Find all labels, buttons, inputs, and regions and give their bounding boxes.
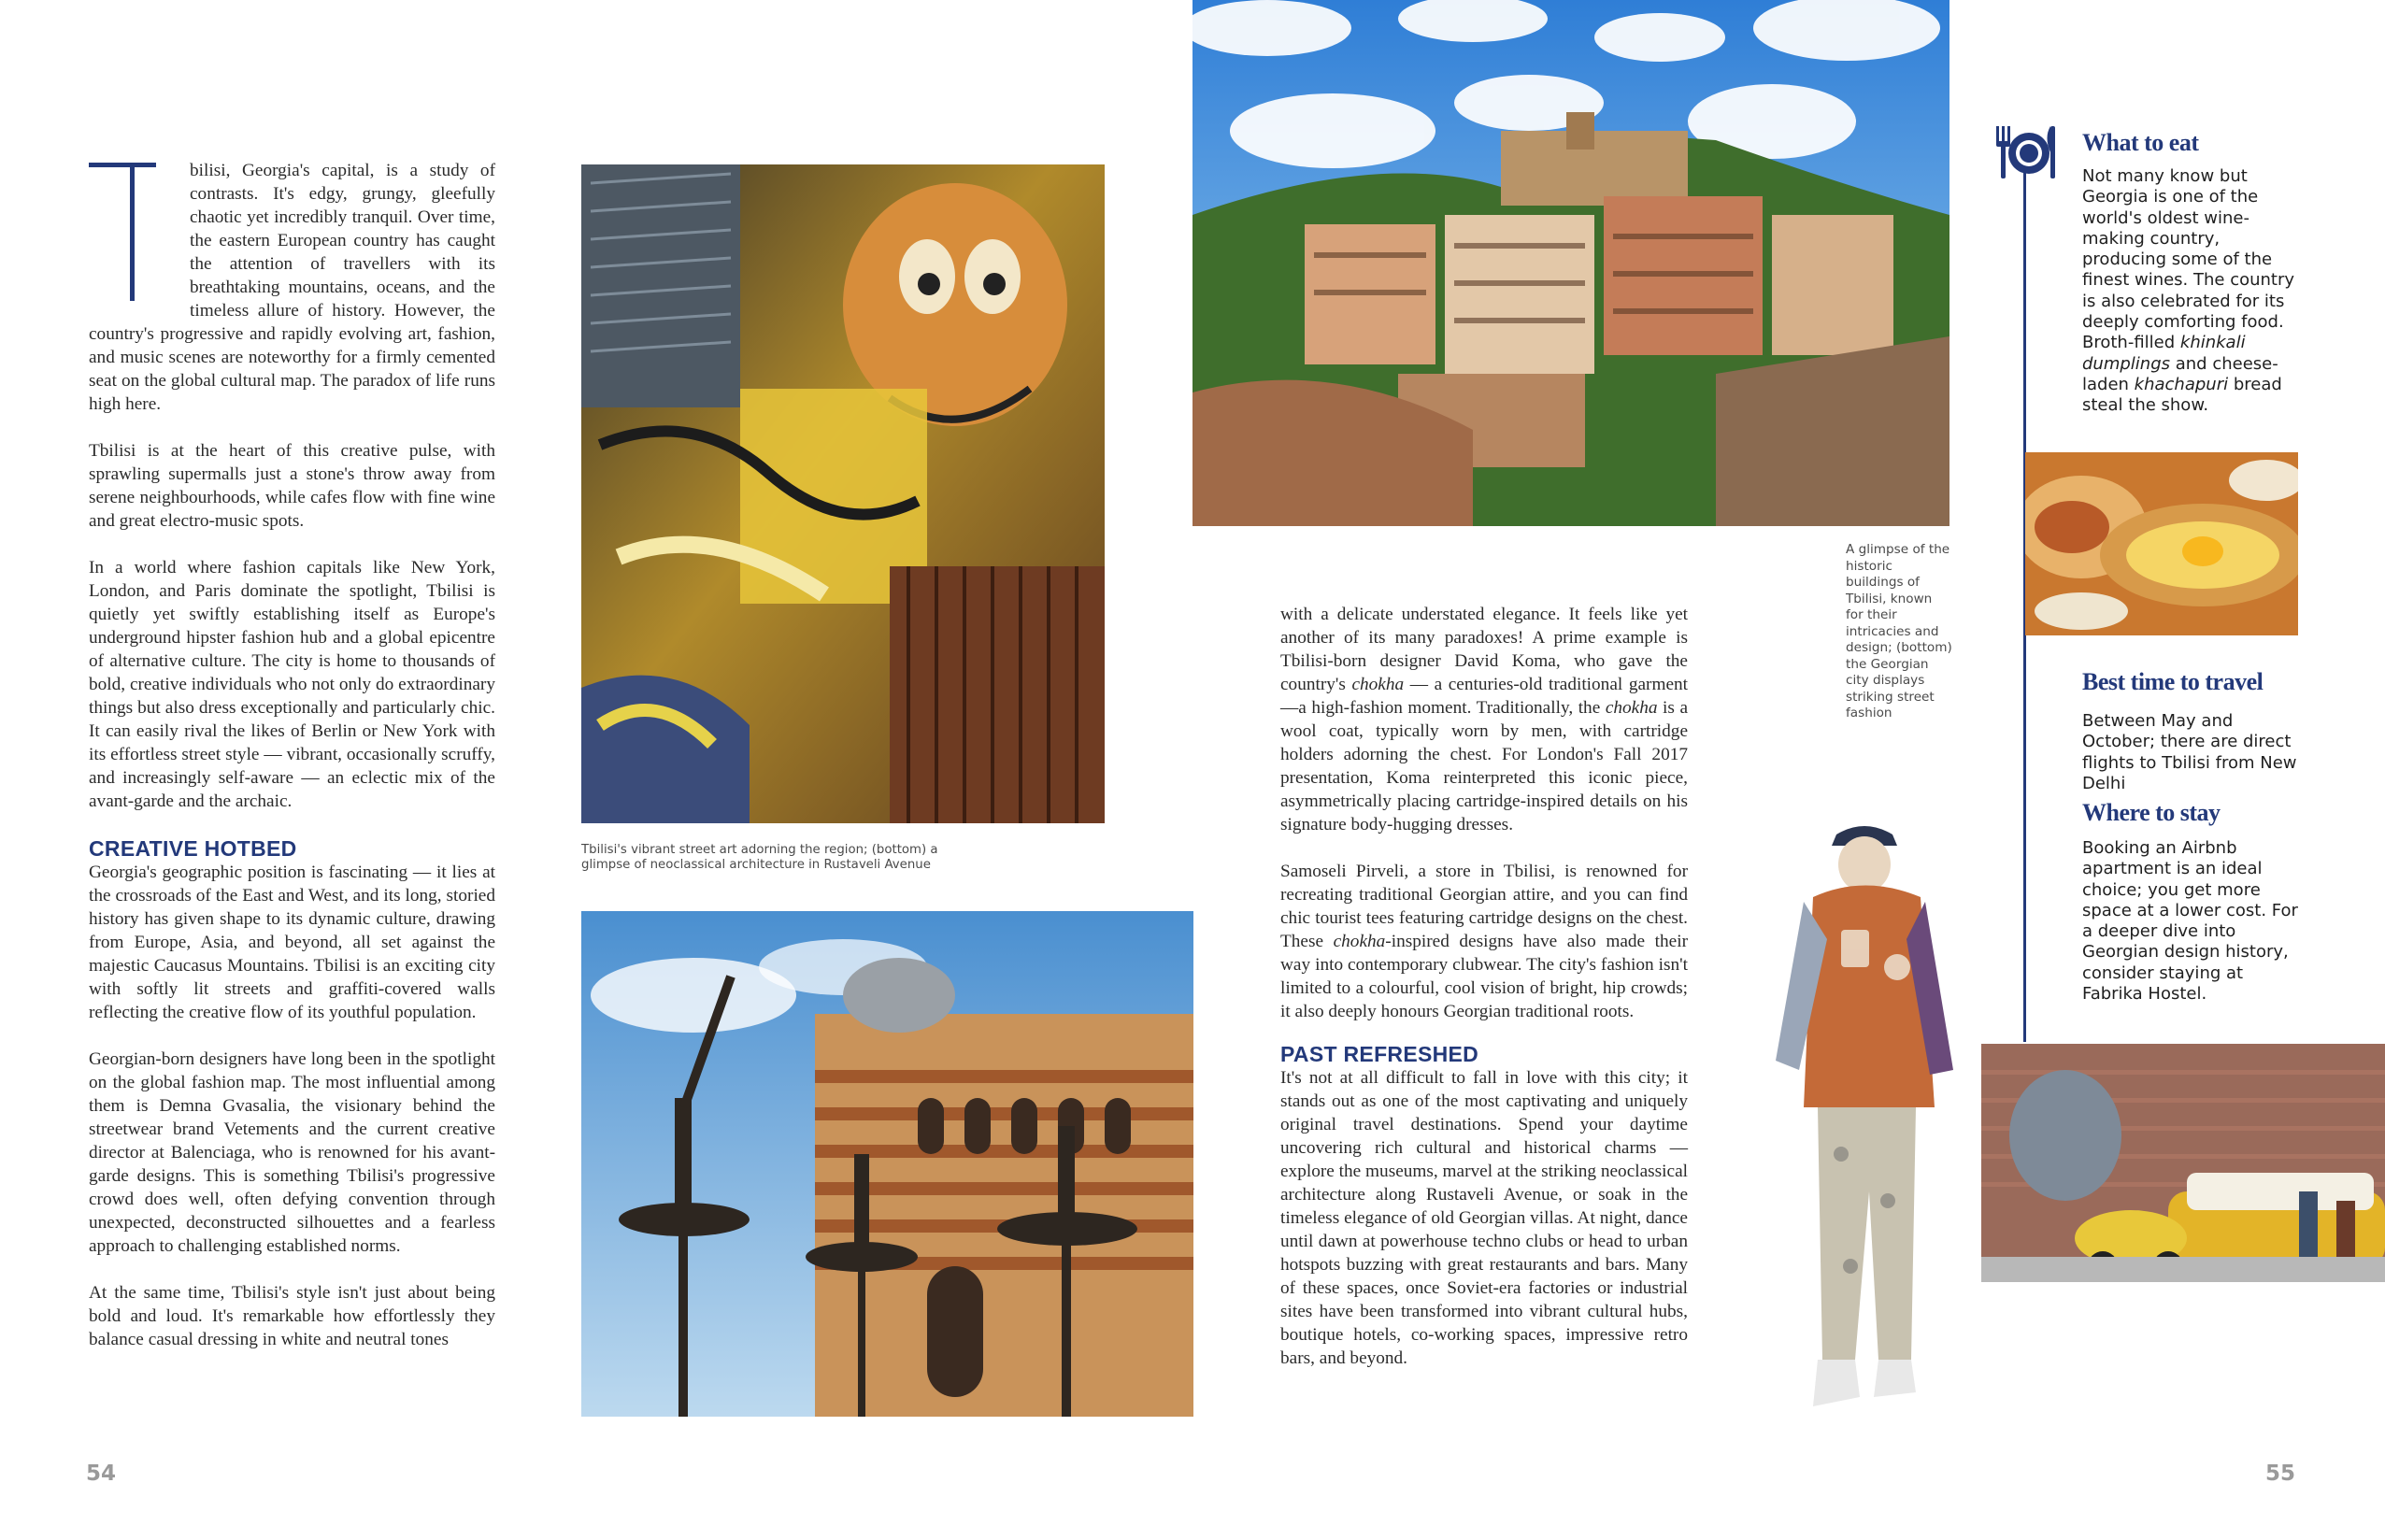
intro-text: bilisi, Georgia's capital, is a study of contrasts. It's edgy, grungy, gleefully chaotic yet incredibly tranquil. Over time, the eastern European country has caught the attention of travellers with its breathtaking mountains, oceans, and the timeless allure of history. However, the country's progressive and rapidly evolving art, fashion, and music scenes are noteworthy for a firmly cemented seat on the global cultural map. The paradox of life runs high here. <box>89 161 495 414</box>
ballet-statues-photo <box>581 911 1193 1417</box>
paragraph: Tbilisi is at the heart of this creative pulse, with sprawling supermalls just a stone's throw away from serene neighbourhoods, while cafes flow with fine wine and great electro-music spots. <box>89 441 495 531</box>
page-number-right: 55 <box>2265 1462 2296 1486</box>
photo-caption-right: A glimpse of the historic buildings of Tbilisi, known for their intricacies and design; (bottom) the Georgian city displays striking street fashion <box>1846 542 1952 720</box>
paragraph: Georgian-born designers have long been in the spotlight on the global fashion map. The most influential among them is Demna Gvasalia, the visionary behind the streetwear brand Vetements and the current creative director at Balenciaga, who is renowned for his avant-garde designs. This is something Tbilisi's progressive crowd does well, often defying convention through unexpected, deconstructed silhouettes and a fearless approach to challenging established norms. <box>89 1049 495 1256</box>
street-art-photo <box>581 164 1105 823</box>
sidebar-title-stay: Where to stay <box>2082 799 2221 826</box>
paragraph: Samoseli Pirveli, a store in Tbilisi, is renowned for recreating traditional Georgian attire, and you can find chic tourist tees featuring cartridge designs on the chest. These chokha-inspired designs have also made their way into contemporary clubwear. The city's fashion isn't limited to a colourful, cool vision of bright, hip crowds; it also deeply honours Georgian traditional roots. <box>1280 862 1689 1021</box>
sidebar-text-eat: Not many know but Georgia is one of the world's oldest wine-making country, producing some of the finest wines. The country is also celebrated for its deeply comforting food. Broth-filled khinkali dumplings and cheese-laden khachapuri bread steal the show. <box>2082 166 2295 416</box>
subhead-creative-hotbed: CREATIVE HOTBED <box>89 836 297 861</box>
sidebar-title-eat: What to eat <box>2082 129 2199 156</box>
subhead-past-refreshed: PAST REFRESHED <box>1280 1042 1479 1066</box>
khachapuri-photo <box>2025 452 2298 635</box>
sidebar-best-time <box>2082 668 2306 794</box>
sidebar-text-stay: Booking an Airbnb apartment is an ideal choice; you get more space at a lower cost. For a deeper dive into Georgian design history, consider staying at Fabrika Hostel. <box>2082 838 2298 1005</box>
sidebar-what-to-eat <box>2082 129 2306 417</box>
left-column-text <box>89 159 495 1351</box>
paragraph: with a delicate understated elegance. It feels like yet another of its many paradoxes! A prime example is Tbilisi-born designer David Koma, who gave the country's chokha — a centuries-old traditional garment—a high-fashion moment. Traditionally, the chokha is a wool coat, typically worn by men, with cartridge holders adorning the chest. For London's Fall 2017 presentation, Koma reinterpreted this iconic piece, asymmetrically placing cartridge-inspired details on his signature body-hugging dresses. <box>1280 605 1689 834</box>
old-town-photo <box>1192 0 1949 526</box>
sidebar-title-travel: Best time to travel <box>2082 668 2264 695</box>
paragraph: Georgia's geographic position is fascinating — it lies at the crossroads of the East and West, and its long, storied history has given shape to its dynamic culture, drawing from Europe, Asia, and beyond, all set against the majestic Caucasus Mountains. Tbilisi is an exciting city with softly lit streets and graffiti-covered walls reflecting the creative flow of its youthful population. <box>89 863 495 1022</box>
paragraph: At the same time, Tbilisi's style isn't just about being bold and loud. It's remarkable how effortlessly they balance casual dressing in white and neutral tones <box>89 1283 495 1349</box>
right-column-text <box>1280 603 1688 1370</box>
page-number-left: 54 <box>86 1462 117 1486</box>
sidebar-text-travel: Between May and October; there are direct flights to Tbilisi from New Delhi <box>2082 711 2297 793</box>
paragraph: In a world where fashion capitals like New York, London, and Paris dominate the spotlight, Tbilisi is quietly yet swiftly establishing itself as Europe's underground hipster fashion hub and a global epicentre of alternative culture. The city is home to thousands of bold, creative individuals who not only do extraordinary things but also dress exceptionally and particularly chic. It can easily rival the likes of Berlin or New York with its effortless street style — vibrant, occasionally scruffy, and increasingly self-aware — an eclectic mix of the avant-garde and the archaic. <box>89 558 495 811</box>
intro-paragraph <box>89 159 495 416</box>
drop-cap <box>89 159 156 302</box>
fork-plate-icon <box>1993 124 2055 180</box>
street-fashion-photo <box>1776 799 2385 1453</box>
paragraph: It's not at all difficult to fall in love with this city; it stands out as one of the most captivating and uniquely original travel destinations. Spend your daytime uncovering rich cultural and historical charms — explore the museums, marvel at the striking neoclassical architecture along Rustaveli Avenue, or soak in the timeless elegance of old Georgian villas. At night, dance until dawn at powerhouse techno clubs or head to urban hotspots buzzing with great restaurants and bars. Many of these spaces, once Soviet-era factories or industrial sites have been transformed into vibrant cultural hubs, boutique hotels, co-working spaces, impressive retro bars, and beyond. <box>1280 1068 1688 1368</box>
photo-caption-left: Tbilisi's vibrant street art adorning the region; (bottom) a glimpse of neoclassical architecture in Rustaveli Avenue <box>581 843 938 873</box>
